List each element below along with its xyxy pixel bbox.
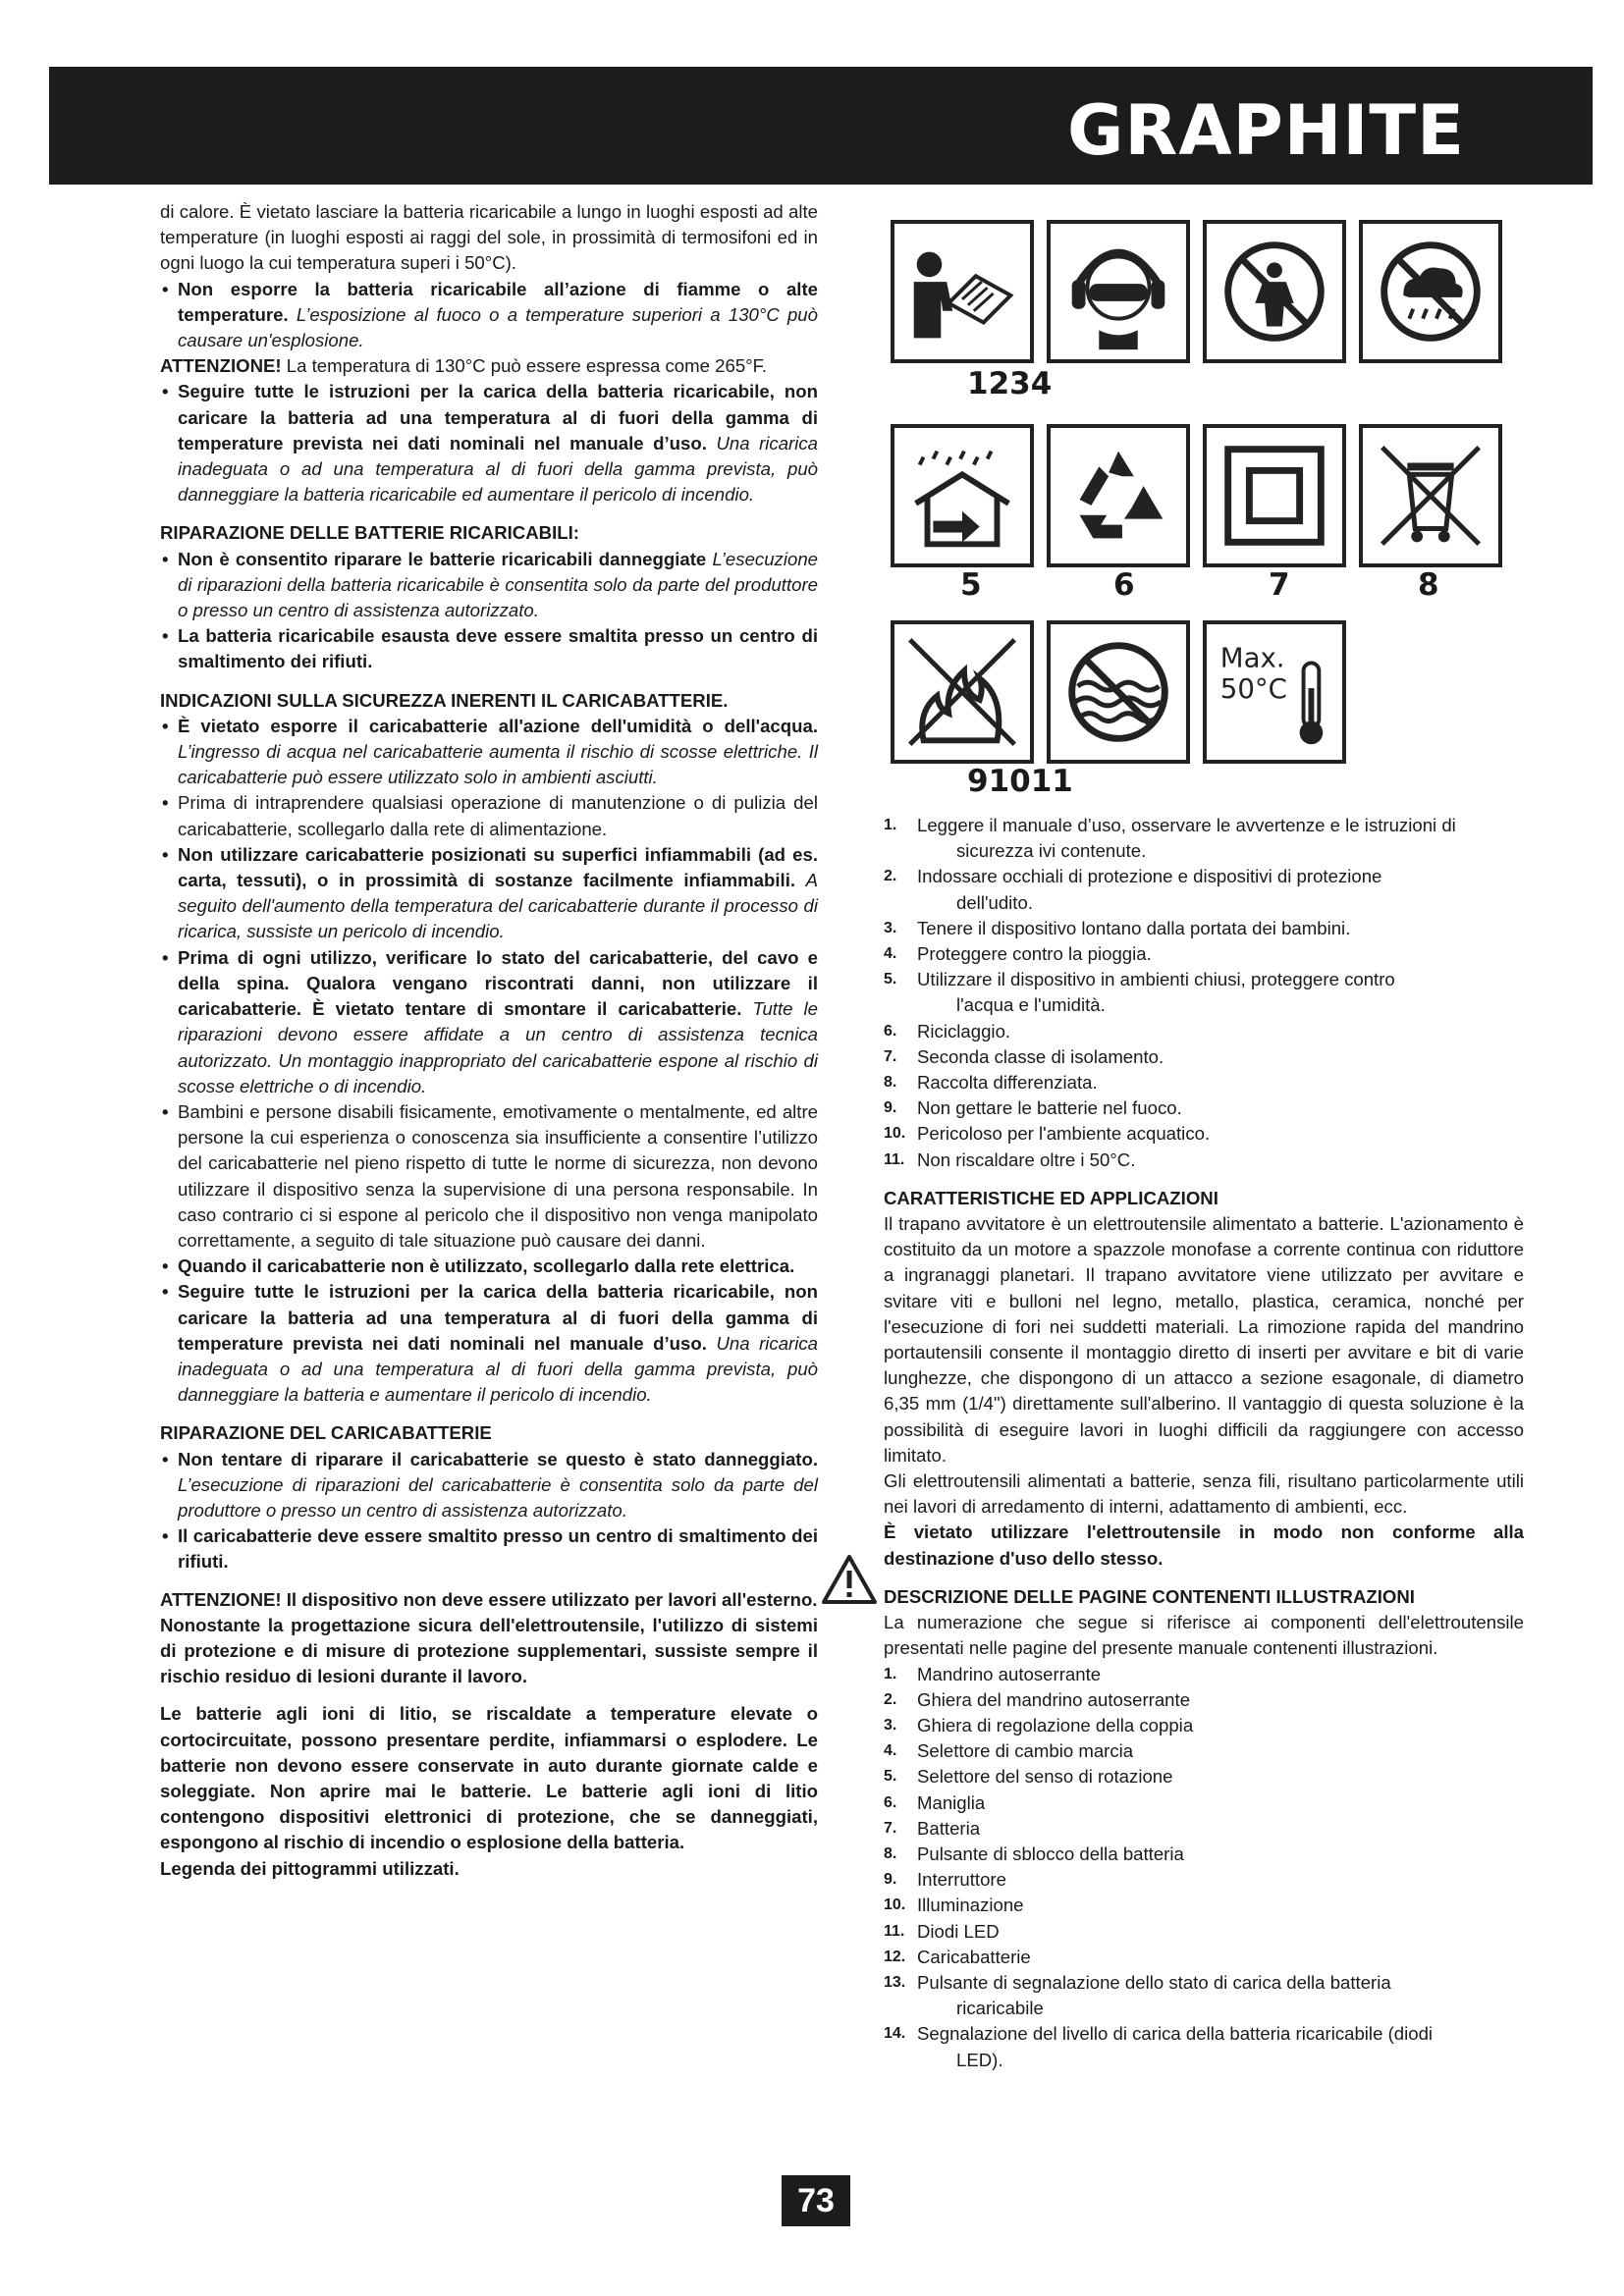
list-number: 9.: [884, 1099, 897, 1117]
svg-text:Max.: Max.: [1219, 641, 1285, 674]
bullet-disposal: • La batteria ricaricabile esausta deve essere smaltita presso un centro di smaltimento dei rifiuti.: [160, 623, 818, 674]
list-number: 4.: [884, 1742, 897, 1760]
class-ii-insulation-icon: [1203, 424, 1346, 567]
component-item: [884, 2021, 1524, 2072]
legend-item: [884, 941, 1524, 967]
bullet-unplug: • Quando il caricabatterie non è utilizzato, scollegarlo dalla rete elettrica.: [160, 1254, 818, 1279]
component-item: [884, 1738, 1524, 1764]
list-text: Indossare occhiali di protezione e dispositivi di protezione: [917, 866, 1382, 887]
bullet-humidity: • È vietato esporre il caricabatterie all'azione dell'umidità o dell'acqua. L’ingresso di acqua nel caricabatterie aumenta il rischio di scosse elettriche. Il caricabatterie può essere utilizzato solo in ambienti asciutti.: [160, 714, 818, 791]
list-text: Non gettare le batterie nel fuoco.: [917, 1097, 1182, 1119]
paragraph-lithium: Le batterie agli ioni di litio, se riscaldate a temperature elevate o cortocircuitate, possono presentare perdite, infiammarsi o esplodere. Le batterie non devono essere conservate in auto durante giornate calde e soleggiate. Non aprire mai le batterie. Le batterie agli ioni di litio contengono dispositivi elettronici di protezione, che se danneggiati, espongono al rischio di incendio o esplosione della batteria.: [160, 1703, 818, 1853]
list-text: Segnalazione del livello di carica della batteria ricaricabile (diodi: [917, 2023, 1434, 2045]
crossed-bin-icon: [1359, 424, 1502, 567]
bullet-fire: • Non esporre la batteria ricaricabile all’azione di fiamme o alte temperature. L’esposizione al fuoco o a temperature superiori a 130°C può causare un'esplosione.: [160, 277, 818, 354]
svg-text:50°C: 50°C: [1219, 671, 1287, 705]
heading-charger-safety: INDICAZIONI SULLA SICUREZZA INERENTI IL CARICABATTERIE.: [160, 689, 729, 711]
bullet-children: • Bambini e persone disabili fisicamente, emotivamente o mentalmente, ed altre persone la cui esperienza o conoscenza sia insufficiente a consentire l’utilizzo del caricabatterie nel pieno rispetto di tutte le norme di sicurezza, non devono utilizzare il dispositivo senza la supervisione di una persona responsabile. In caso contrario ci si espone al pericolo che il dispositivo non venga manipolato correttamente, a seguito di tale situazione può causare dei danni.: [160, 1099, 818, 1254]
attention-outdoor: ATTENZIONE! Il dispositivo non deve essere utilizzato per lavori all'esterno.: [160, 1588, 818, 1610]
list-text-continued: l'acqua e l'umidità.: [956, 994, 1106, 1016]
list-text: Pericoloso per l'ambiente acquatico.: [917, 1123, 1211, 1145]
bullet-check: • Prima di ogni utilizzo, verificare lo stato del caricabatterie, del cavo e della spina. Qualora vengano riscontrati danni, non utilizzare il caricabatterie. È vietato tentare di smontare il caricabatterie. Tutte le riparazioni devono essere affidate a un centro di assistenza tecnica autorizzato. Un montaggio inappropriato del caricabatterie espone al rischio di scosse elettriche o di incendio.: [160, 945, 818, 1099]
bullet-maintenance: • Prima di intraprendere qualsiasi operazione di manutenzione o di pulizia del caricabatterie, scollegarlo dalla rete di alimentazione.: [160, 790, 818, 841]
list-text: Maniglia: [917, 1791, 986, 1813]
component-item: [884, 1790, 1524, 1816]
indoor-use-icon: [891, 424, 1034, 567]
list-number: 8.: [884, 1844, 897, 1862]
list-number: 11.: [884, 1922, 905, 1940]
max-temperature-icon: [1203, 620, 1346, 764]
no-rain-icon: [1359, 220, 1502, 363]
list-text: Batteria: [917, 1817, 981, 1839]
paragraph-cordless: Gli elettroutensili alimentati a batterie, senza fili, risultano particolarmente utili nei lavori di arredamento di interni, adattamento di ambienti, ecc.: [884, 1470, 1524, 1518]
brand-logo: GRAPHITE: [1066, 90, 1465, 171]
component-item: [884, 1662, 1524, 1687]
heading-charger-repair: RIPARAZIONE DEL CARICABATTERIE: [160, 1422, 492, 1444]
list-number: 3.: [884, 1716, 897, 1734]
list-number: 5.: [884, 971, 897, 988]
list-text-continued: ricaricabile: [956, 1998, 1044, 2019]
list-text: Illuminazione: [917, 1895, 1024, 1916]
pictogram-label-6: 6: [1113, 567, 1135, 603]
list-text: Ghiera del mandrino autoserrante: [917, 1688, 1191, 1710]
warning-triangle-icon: [821, 1554, 878, 1605]
component-item: [884, 1867, 1524, 1893]
legend-item: [884, 967, 1524, 1018]
bullet-charger-no-repair: • Non tentare di riparare il caricabatterie se questo è stato danneggiato. L’esecuzione di riparazioni del caricabatterie è consentita solo da parte del produttore o presso un centro di assistenza autorizzato.: [160, 1447, 818, 1524]
list-text: Proteggere contro la pioggia.: [917, 943, 1152, 965]
heading-battery-repair: RIPARAZIONE DELLE BATTERIE RICARICABILI:: [160, 522, 579, 544]
list-number: 6.: [884, 1022, 897, 1040]
pictogram-label-8: 8: [1418, 567, 1439, 603]
paragraph-legend: Legenda dei pittogrammi utilizzati.: [160, 1857, 460, 1879]
legend-item: [884, 813, 1524, 864]
list-text: Utilizzare il dispositivo in ambienti chiusi, proteggere contro: [917, 969, 1395, 990]
list-text: Mandrino autoserrante: [917, 1663, 1102, 1684]
list-text: Selettore del senso di rotazione: [917, 1766, 1173, 1788]
list-number: 14.: [884, 2025, 906, 2043]
list-number: 9.: [884, 1871, 897, 1889]
paragraph-residual-risk: Nonostante la progettazione sicura dell'elettroutensile, l'utilizzo di sistemi di protezione e di misure di protezione supplementari, sussiste sempre il rischio residuo di lesioni durante il lavoro.: [160, 1614, 818, 1687]
legend-item: [884, 1044, 1524, 1070]
bullet-charge-instructions-2: • Seguire tutte le istruzioni per la carica della batteria ricaricabile, non caricare la batteria ad una temperatura al di fuori della gamma di temperature prevista nei dati nominali nel manuale d’uso. Una ricarica inadeguata o ad una temperatura al di fuori della gamma prevista, può danneggiare la batteria e aumentare il pericolo di incendio.: [160, 1279, 818, 1408]
no-fire-battery-icon: [891, 620, 1034, 764]
right-column: [884, 813, 1524, 2073]
list-number: 10.: [884, 1896, 906, 1914]
bullet-charge-instructions: • Seguire tutte le istruzioni per la carica della batteria ricaricabile, non caricare la batteria ad una temperatura al di fuori della gamma di temperature prevista nei dati nominali nel manuale d’uso. Una ricarica inadeguata o ad una temperatura al di fuori della gamma prevista, può danneggiare la batteria ricaricabile ed aumentare il pericolo di incendio.: [160, 379, 818, 507]
pictogram-label-1234: 1234: [967, 366, 1053, 401]
list-number: 1.: [884, 817, 897, 833]
component-item: [884, 1893, 1524, 1918]
list-number: 5.: [884, 1768, 897, 1786]
components-list: [884, 1662, 1524, 2073]
bullet-no-repair: • Non è consentito riparare le batterie ricaricabili danneggiate L’esecuzione di riparazioni della batteria ricaricabile è consentita solo da parte del produttore o presso un centro di assistenza autorizzato.: [160, 547, 818, 624]
keep-away-children-icon: [1203, 220, 1346, 363]
left-column: [160, 199, 818, 1882]
legend-item: [884, 1070, 1524, 1095]
paragraph-heat: di calore. È vietato lasciare la batteria ricaricabile a lungo in luoghi esposti ad alte temperature (in luoghi esposti ai raggi del sole, in prossimità di termosifoni ed in ogni luogo la cui temperatura superi i 50°C).: [160, 201, 818, 274]
read-manual-icon: [891, 220, 1034, 363]
list-number: 10.: [884, 1125, 906, 1143]
paragraph-warning: È vietato utilizzare l'elettroutensile in modo non conforme alla destinazione d'uso dello stesso.: [884, 1522, 1524, 1569]
legend-item: [884, 1148, 1524, 1173]
legend-item: [884, 916, 1524, 941]
list-text: Selettore di cambio marcia: [917, 1740, 1134, 1762]
list-number: 2.: [884, 868, 897, 885]
component-item: [884, 1764, 1524, 1789]
list-text-continued: sicurezza ivi contenute.: [956, 840, 1147, 862]
list-number: 8.: [884, 1074, 897, 1092]
list-number: 1.: [884, 1665, 897, 1682]
pictogram-label-7: 7: [1269, 567, 1290, 603]
list-text-continued: LED).: [956, 2049, 1003, 2070]
list-text: Seconda classe di isolamento.: [917, 1045, 1164, 1067]
legend-item: [884, 1121, 1524, 1147]
list-text: Pulsante di segnalazione dello stato di carica della batteria: [917, 1971, 1391, 1993]
list-number: 6.: [884, 1793, 897, 1811]
component-item: [884, 1687, 1524, 1713]
pictogram-label-5: 5: [960, 567, 982, 603]
goggles-ear-protection-icon: [1047, 220, 1190, 363]
heading-illustrations: DESCRIZIONE DELLE PAGINE CONTENENTI ILLUSTRAZIONI: [884, 1585, 1415, 1607]
component-item: [884, 1842, 1524, 1867]
header-bar: [49, 67, 1593, 185]
legend-item: [884, 1095, 1524, 1121]
list-text: Tenere il dispositivo lontano dalla portata dei bambini.: [917, 917, 1351, 938]
legend-item: [884, 1019, 1524, 1044]
list-text: Caricabatterie: [917, 1946, 1031, 1967]
list-text: Ghiera di regolazione della coppia: [917, 1714, 1194, 1735]
attention-note: ATTENZIONE! La temperatura di 130°C può essere espressa come 265°F.: [160, 355, 768, 377]
paragraph-illustrations: La numerazione che segue si riferisce ai componenti dell'elettroutensile presentati nelle pagine del presente manuale contenenti illustrazioni.: [884, 1612, 1524, 1659]
list-text: Interruttore: [917, 1869, 1006, 1891]
list-number: 7.: [884, 1819, 897, 1837]
list-number: 2.: [884, 1690, 897, 1708]
list-number: 3.: [884, 919, 897, 936]
list-number: 13.: [884, 1973, 906, 1991]
heading-features: CARATTERISTICHE ED APPLICAZIONI: [884, 1187, 1218, 1208]
list-text: Leggere il manuale d’uso, osservare le avvertenze e le istruzioni di: [917, 815, 1456, 835]
paragraph-features: Il trapano avvitatore è un elettroutensile alimentato a batterie. L'azionamento è costituito da un motore a spazzole monofase a corrente continua con riduttore a ingranaggi planetari. Il trapano avvitatore viene utilizzato per avvitare e svitare viti e bulloni nel legno, metallo, plastica, ceramica, nonché per l'esecuzione di fori nei suddetti materiali. La rimozione rapida del mandrino portautensili consente il montaggio diretto di inserti per avvitare e bit di varie lunghezze, che dispongono di un attacco a sezione esagonale, di diametro 6,35 mm (1/4") direttamente sull'alberino. Il vantaggio di questa soluzione è la possibilità di eseguire lavori in luoghi difficili da raggiungere con accesso limitato.: [884, 1213, 1524, 1466]
list-number: 7.: [884, 1047, 897, 1065]
list-number: 12.: [884, 1948, 906, 1965]
list-number: 4.: [884, 945, 897, 963]
list-text: Pulsante di sblocco della batteria: [917, 1842, 1184, 1864]
page-number: 73: [782, 2175, 850, 2226]
list-number: 11.: [884, 1150, 905, 1168]
component-item: [884, 1919, 1524, 1945]
aquatic-danger-icon: [1047, 620, 1190, 764]
list-text: Diodi LED: [917, 1920, 1000, 1942]
component-item: [884, 1945, 1524, 1970]
list-text: Raccolta differenziata.: [917, 1072, 1098, 1094]
component-item: [884, 1816, 1524, 1842]
recycling-icon: [1047, 424, 1190, 567]
bullet-flammable: • Non utilizzare caricabatterie posizionati su superfici infiammabili (ad es. carta, tessuti), o in prossimità di sostanze facilmente infiammabili. A seguito dell'aumento della temperatura del caricabatterie durante il processo di ricarica, sussiste un pericolo di incendio.: [160, 842, 818, 945]
list-text-continued: dell'udito.: [956, 891, 1033, 913]
list-text: Non riscaldare oltre i 50°C.: [917, 1148, 1136, 1170]
component-item: [884, 1713, 1524, 1738]
legend-item: [884, 864, 1524, 915]
pictogram-legend-list: [884, 813, 1524, 1173]
bullet-charger-disposal: • Il caricabatterie deve essere smaltito presso un centro di smaltimento dei rifiuti.: [160, 1523, 818, 1575]
component-item: [884, 1970, 1524, 2021]
pictogram-label-91011: 91011: [967, 764, 1073, 799]
list-text: Riciclaggio.: [917, 1020, 1011, 1041]
